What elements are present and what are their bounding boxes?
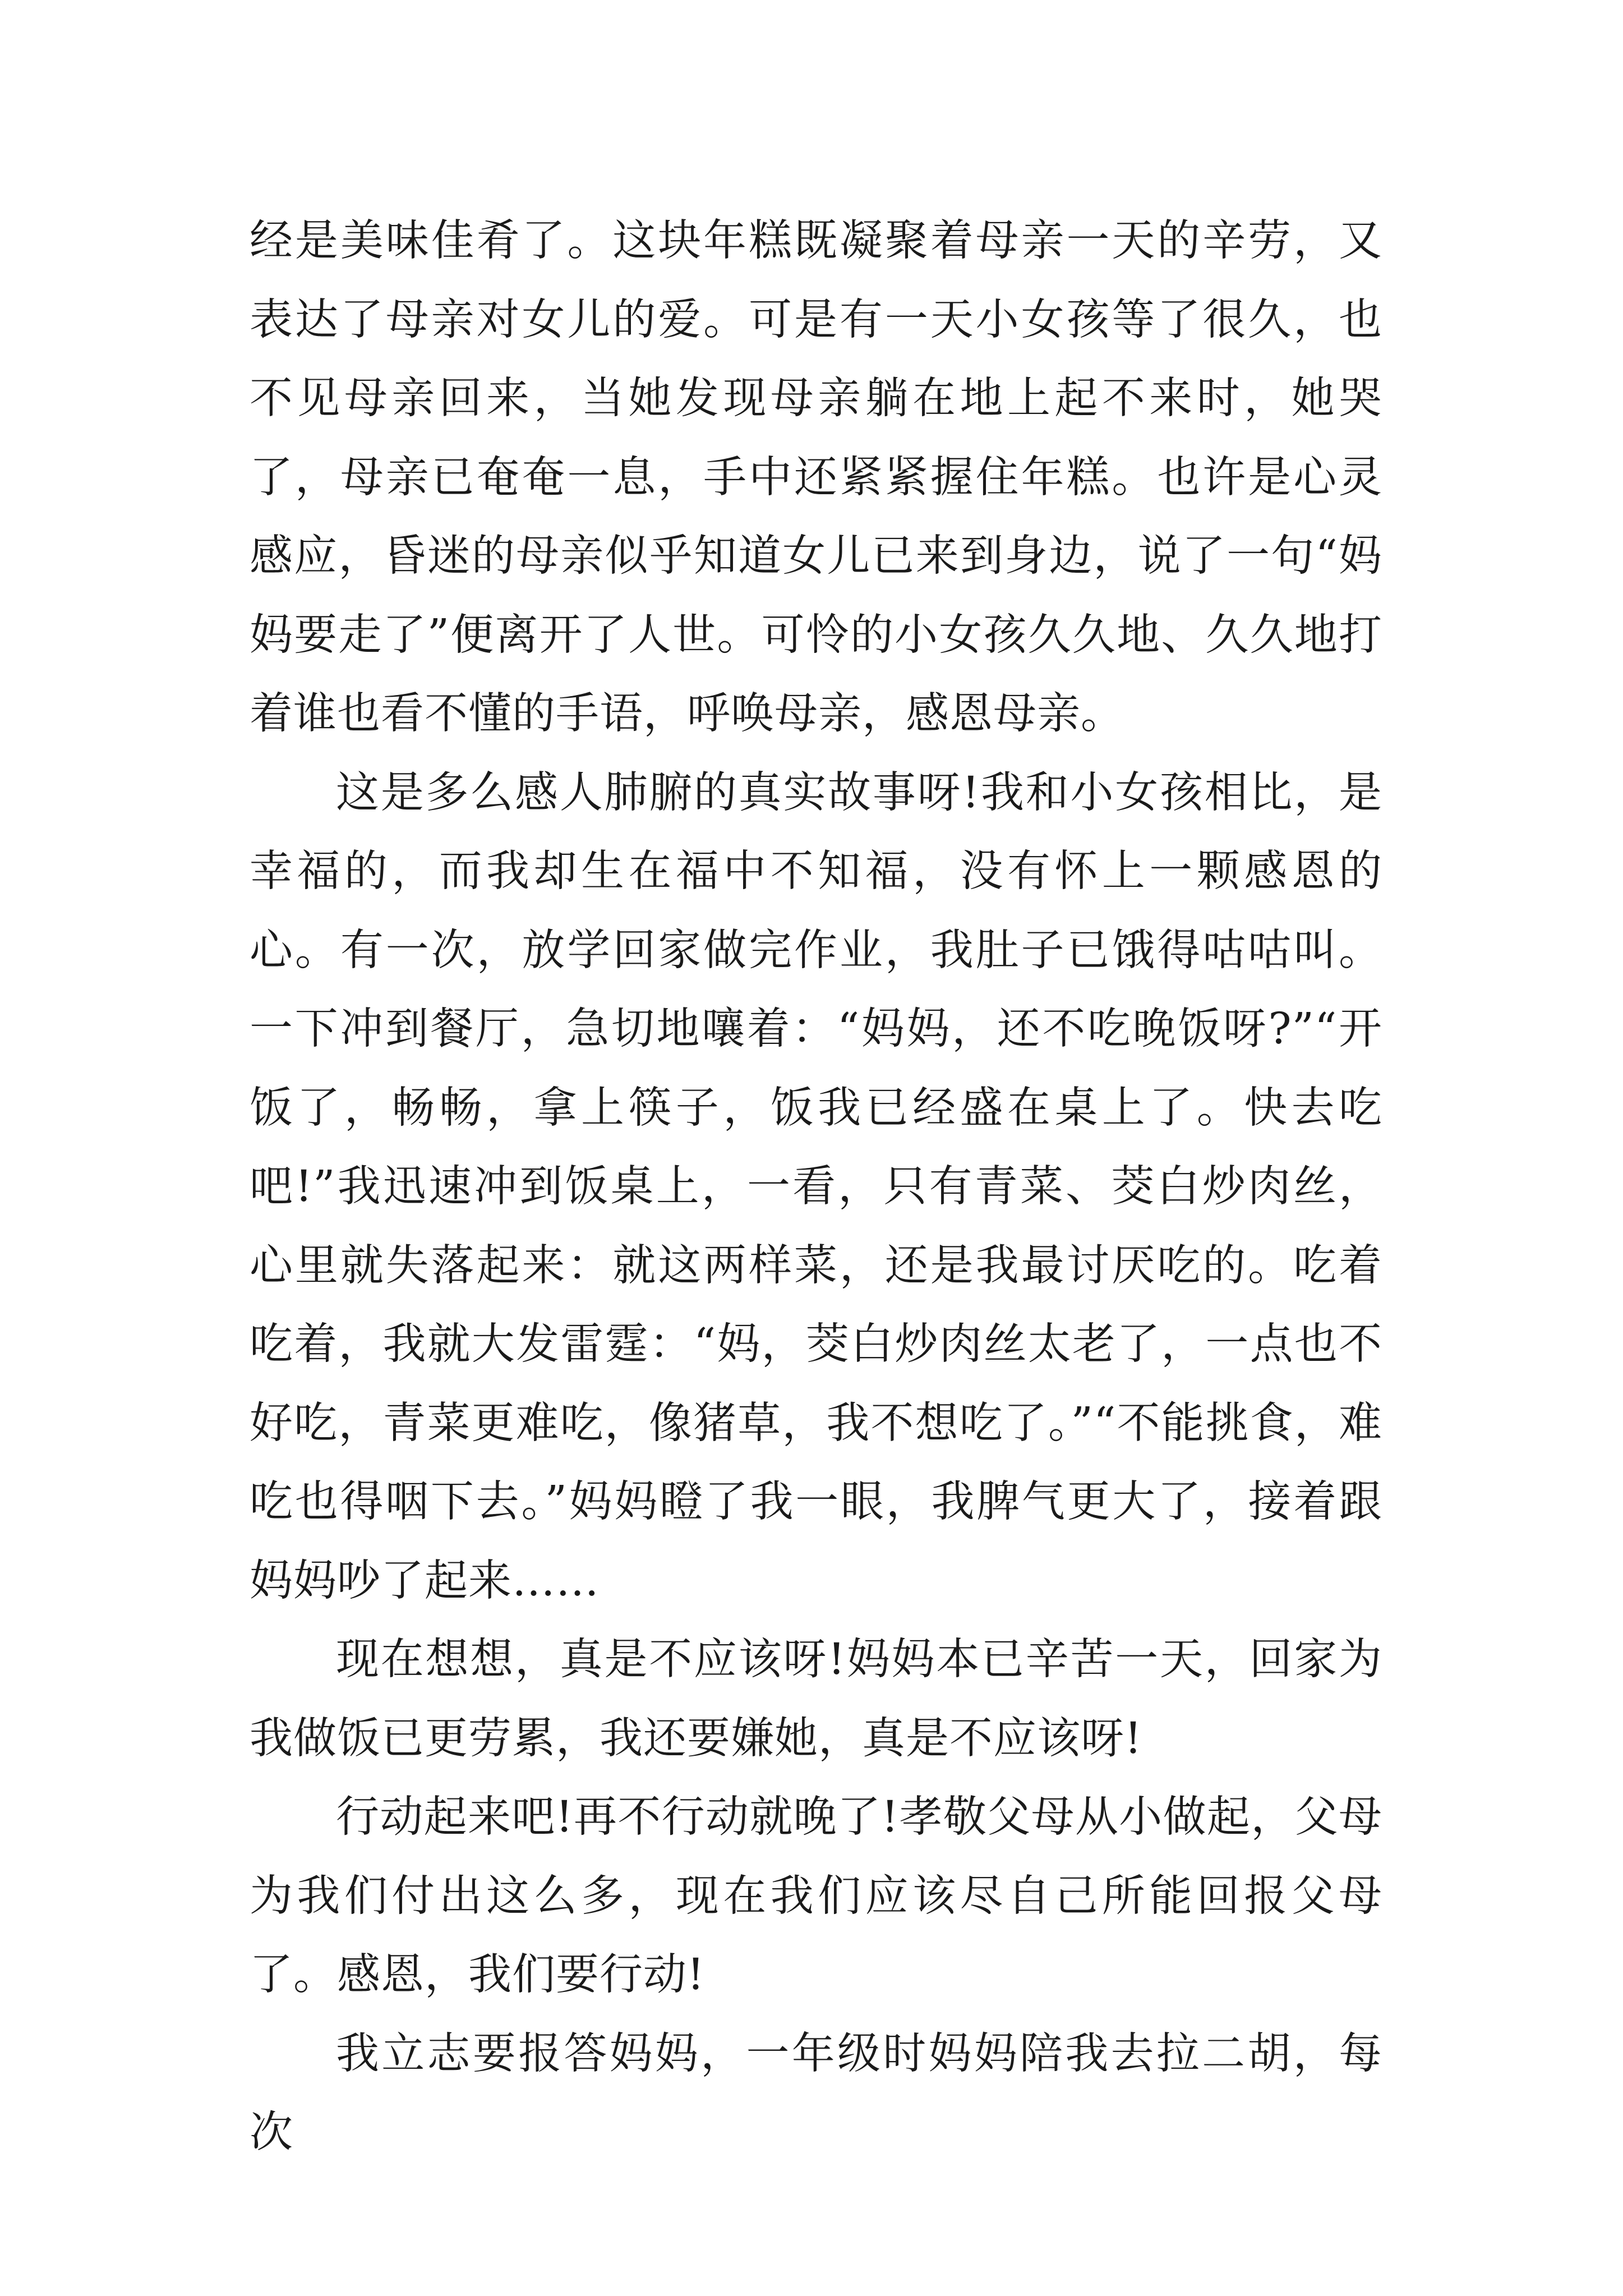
paragraph-4: 行动起来吧!再不行动就晚了!孝敬父母从小做起，父母为我们付出这么多，现在我们应该尽自己所能回报父母了。感恩，我们要行动! [250, 1792, 1382, 2000]
paragraph-1: 经是美味佳肴了。这块年糕既凝聚着母亲一天的辛劳，又表达了母亲对女儿的爱。可是有一天小女孩等了很久，也不见母亲回来，当她发现母亲躺在地上起不来时，她哭了，母亲已奄奄一息，手中还紧紧握住年糕。也许是心灵感应，昏迷的母亲似乎知道女儿已来到身边，说了一句“妈妈要走了”便离开了人世。可怜的小女孩久久地、久久地打着谁也看不懂的手语，呼唤母亲，感恩母亲。 [250, 216, 1382, 739]
paragraph-5: 我立志要报答妈妈，一年级时妈妈陪我去拉二胡，每次 [250, 2028, 1382, 2157]
document-body [250, 202, 1382, 2173]
paragraph-2: 这是多么感人肺腑的真实故事呀!我和小女孩相比，是幸福的，而我却生在福中不知福，没有怀上一颗感恩的心。有一次，放学回家做完作业，我肚子已饿得咕咕叫。一下冲到餐厅，急切地嚷着：“妈妈，还不吃晚饭呀?”“开饭了，畅畅，拿上筷子，饭我已经盛在桌上了。快去吃吧!”我迅速冲到饭桌上，一看，只有青菜、茭白炒肉丝，心里就失落起来：就这两样菜，还是我最讨厌吃的。吃着吃着，我就大发雷霆：“妈，茭白炒肉丝太老了，一点也不好吃，青菜更难吃，像猪草，我不想吃了。”“不能挑食，难吃也得咽下去。”妈妈瞪了我一眼，我脾气更大了，接着跟妈妈吵了起来…… [250, 767, 1382, 1606]
paragraph-3: 现在想想，真是不应该呀!妈妈本已辛苦一天，回家为我做饭已更劳累，我还要嫌她，真是不应该呀! [250, 1635, 1382, 1764]
